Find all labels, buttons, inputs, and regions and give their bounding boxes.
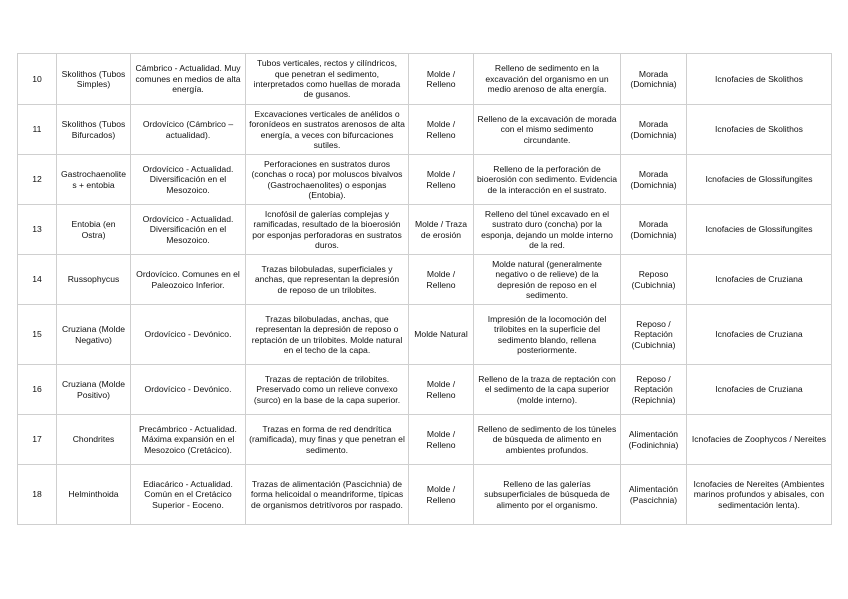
fill-description-cell: Relleno de sedimento en la excavación del organismo en un medio arenoso de alta energía. — [474, 54, 621, 105]
table-row — [18, 365, 832, 415]
row-number-cell: 10 — [18, 54, 57, 105]
ethology-cell: Reposo / Reptación (Cubichnia) — [621, 305, 687, 365]
table-row — [18, 415, 832, 465]
ethology-cell: Morada (Domichnia) — [621, 155, 687, 205]
fill-description-cell: Relleno del túnel excavado en el sustrato duro (concha) por la esponja, dejando un molde interno de la red. — [474, 205, 621, 255]
description-cell: Trazas bilobuladas, superficiales y anchas, que representan la depresión de reposo de un trilobites. — [246, 255, 409, 305]
ichnofacies-cell: Icnofacies de Zoophycos / Nereites — [687, 415, 832, 465]
row-number-cell: 14 — [18, 255, 57, 305]
preservation-type-cell: Molde / Relleno — [409, 365, 474, 415]
ichnofossil-name-cell: Cruziana (Molde Negativo) — [57, 305, 131, 365]
preservation-type-cell: Molde / Relleno — [409, 54, 474, 105]
description-cell: Trazas de alimentación (Pascichnia) de forma helicoidal o meandriforme, típicas de organismos detritívoros por raspado. — [246, 465, 409, 525]
ichnofacies-cell: Icnofacies de Glossifungites — [687, 155, 832, 205]
row-number-cell: 13 — [18, 205, 57, 255]
ichnofossil-name-cell: Skolithos (Tubos Simples) — [57, 54, 131, 105]
ichnofacies-cell: Icnofacies de Cruziana — [687, 255, 832, 305]
ethology-cell: Alimentación (Fodinichnia) — [621, 415, 687, 465]
preservation-type-cell: Molde / Traza de erosión — [409, 205, 474, 255]
ichnofacies-cell: Icnofacies de Cruziana — [687, 365, 832, 415]
ichnofacies-cell: Icnofacies de Glossifungites — [687, 205, 832, 255]
description-cell: Trazas bilobuladas, anchas, que representan la depresión de reposo o reptación de un trilobites. Molde natural en el techo de la capa. — [246, 305, 409, 365]
table-body — [18, 54, 832, 525]
table-row — [18, 255, 832, 305]
preservation-type-cell: Molde / Relleno — [409, 465, 474, 525]
age-range-cell: Cámbrico - Actualidad. Muy comunes en medios de alta energía. — [131, 54, 246, 105]
ichnofossil-name-cell: Gastrochaenolites + entobia — [57, 155, 131, 205]
description-cell: Trazas de reptación de trilobites. Preservado como un relieve convexo (surco) en la base de la capa superior. — [246, 365, 409, 415]
fill-description-cell: Relleno de la traza de reptación con el sedimento de la capa superior (molde interno). — [474, 365, 621, 415]
ethology-cell: Reposo / Reptación (Repichnia) — [621, 365, 687, 415]
fill-description-cell: Relleno de las galerías subsuperficiales de búsqueda de alimento por el organismo. — [474, 465, 621, 525]
preservation-type-cell: Molde Natural — [409, 305, 474, 365]
ichnofossil-table — [17, 53, 832, 525]
description-cell: Icnofósil de galerías complejas y ramificadas, resultado de la bioerosión por esponjas perforadoras en sustratos duros. — [246, 205, 409, 255]
table-row — [18, 465, 832, 525]
table-row — [18, 205, 832, 255]
fill-description-cell: Impresión de la locomoción del trilobites en la superficie del sedimento blando, rellena posteriormente. — [474, 305, 621, 365]
ethology-cell: Morada (Domichnia) — [621, 54, 687, 105]
age-range-cell: Ordovícico. Comunes en el Paleozoico Inferior. — [131, 255, 246, 305]
age-range-cell: Precámbrico - Actualidad. Máxima expansión en el Mesozoico (Cretácico). — [131, 415, 246, 465]
age-range-cell: Ediacárico - Actualidad. Común en el Cretácico Superior - Eoceno. — [131, 465, 246, 525]
preservation-type-cell: Molde / Relleno — [409, 155, 474, 205]
ichnofacies-cell: Icnofacies de Skolithos — [687, 54, 832, 105]
age-range-cell: Ordovícico - Devónico. — [131, 305, 246, 365]
row-number-cell: 16 — [18, 365, 57, 415]
description-cell: Perforaciones en sustratos duros (conchas o roca) por moluscos bivalvos (Gastrochaenolites) o esponjas (Entobia). — [246, 155, 409, 205]
row-number-cell: 12 — [18, 155, 57, 205]
ichnofacies-cell: Icnofacies de Skolithos — [687, 105, 832, 155]
fill-description-cell: Molde natural (generalmente negativo o de relieve) de la depresión de reposo en el sedimento. — [474, 255, 621, 305]
age-range-cell: Ordovícico - Actualidad. Diversificación en el Mesozoico. — [131, 155, 246, 205]
ichnofossil-name-cell: Skolithos (Tubos Bifurcados) — [57, 105, 131, 155]
ethology-cell: Reposo (Cubichnia) — [621, 255, 687, 305]
row-number-cell: 18 — [18, 465, 57, 525]
ethology-cell: Morada (Domichnia) — [621, 105, 687, 155]
row-number-cell: 11 — [18, 105, 57, 155]
ichnofossil-name-cell: Entobia (en Ostra) — [57, 205, 131, 255]
table-row — [18, 305, 832, 365]
age-range-cell: Ordovícico (Cámbrico – actualidad). — [131, 105, 246, 155]
preservation-type-cell: Molde / Relleno — [409, 255, 474, 305]
ethology-cell: Alimentación (Pascichnia) — [621, 465, 687, 525]
ichnofossil-name-cell: Cruziana (Molde Positivo) — [57, 365, 131, 415]
age-range-cell: Ordovícico - Devónico. — [131, 365, 246, 415]
ichnofacies-cell: Icnofacies de Cruziana — [687, 305, 832, 365]
preservation-type-cell: Molde / Relleno — [409, 415, 474, 465]
table-row — [18, 155, 832, 205]
table-row — [18, 105, 832, 155]
ichnofossil-name-cell: Russophycus — [57, 255, 131, 305]
fill-description-cell: Relleno de la excavación de morada con el mismo sedimento circundante. — [474, 105, 621, 155]
fill-description-cell: Relleno de la perforación de bioerosión con sedimento. Evidencia de la interacción en el sustrato. — [474, 155, 621, 205]
ethology-cell: Morada (Domichnia) — [621, 205, 687, 255]
ichnofacies-cell: Icnofacies de Nereites (Ambientes marinos profundos y abisales, con sedimentación lenta). — [687, 465, 832, 525]
ichnofossil-name-cell: Chondrites — [57, 415, 131, 465]
row-number-cell: 17 — [18, 415, 57, 465]
description-cell: Tubos verticales, rectos y cilíndricos, que penetran el sedimento, interpretados como huellas de morada de gusanos. — [246, 54, 409, 105]
preservation-type-cell: Molde / Relleno — [409, 105, 474, 155]
description-cell: Trazas en forma de red dendrítica (ramificada), muy finas y que penetran el sedimento. — [246, 415, 409, 465]
age-range-cell: Ordovícico - Actualidad. Diversificación en el Mesozoico. — [131, 205, 246, 255]
row-number-cell: 15 — [18, 305, 57, 365]
table-row — [18, 54, 832, 105]
fill-description-cell: Relleno de sedimento de los túneles de búsqueda de alimento en ambientes profundos. — [474, 415, 621, 465]
ichnofossil-name-cell: Helminthoida — [57, 465, 131, 525]
description-cell: Excavaciones verticales de anélidos o foronídeos en sustratos arenosos de alta energía, a veces con bifurcaciones sutiles. — [246, 105, 409, 155]
